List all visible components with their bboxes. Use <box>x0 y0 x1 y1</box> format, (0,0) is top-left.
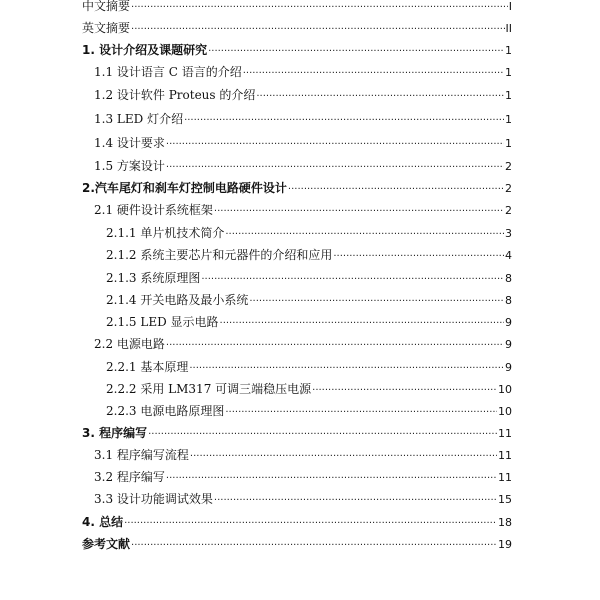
toc-entry-label: 2.2.3 电源电路原理图 <box>106 404 225 418</box>
dot-leader <box>166 137 504 151</box>
dot-leader <box>249 294 504 308</box>
dot-leader <box>166 160 504 174</box>
toc-entry-page: 1 <box>505 89 512 102</box>
dot-leader <box>333 249 504 263</box>
toc-entry-page: 8 <box>505 294 512 307</box>
toc-entry-label: 中文摘要 <box>82 0 131 13</box>
toc-entry-section-2-2-2 <box>106 381 512 397</box>
toc-entry-label: 2.汽车尾灯和刹车灯控制电路硬件设计 <box>82 181 287 195</box>
toc-entry-label: 1.2 设计软件 Proteus 的介绍 <box>94 88 256 102</box>
toc-entry-section-2-2-3 <box>106 403 512 419</box>
toc-entry-page: 18 <box>498 516 512 529</box>
toc-entry-page: 11 <box>498 427 512 440</box>
toc-entry-chinese-abstract <box>82 0 512 14</box>
toc-entry-label: 2.2.2 采用 LM317 可调三端稳压电源 <box>106 382 312 396</box>
toc-entry-page: 1 <box>505 113 512 126</box>
toc-entry-label: 2.2.1 基本原理 <box>106 360 189 374</box>
dot-leader <box>225 405 497 419</box>
dot-leader <box>131 0 508 14</box>
toc-entry-page: 11 <box>498 471 512 484</box>
toc-entry-english-abstract <box>82 20 512 36</box>
dot-leader <box>166 338 504 352</box>
toc-entry-section-2-1 <box>94 202 512 218</box>
toc-entry-page: 2 <box>505 204 512 217</box>
toc-entry-page: 19 <box>498 538 512 551</box>
toc-entry-page: II <box>505 22 512 35</box>
toc-entry-page: 11 <box>498 449 512 462</box>
dot-leader <box>184 113 504 127</box>
toc-entry-page: 9 <box>505 338 512 351</box>
toc-entry-label: 3. 程序编写 <box>82 426 148 440</box>
toc-entry-page: I <box>508 0 512 13</box>
toc-entry-section-2-1-5 <box>106 314 512 330</box>
dot-leader <box>220 316 504 330</box>
toc-entry-page: 1 <box>505 66 512 79</box>
toc-entry-section-2-1-2 <box>106 247 512 263</box>
toc-entry-chapter-3 <box>82 425 512 441</box>
toc-entry-label: 1.1 设计语言 C 语言的介绍 <box>94 65 242 79</box>
toc-entry-page: 4 <box>505 249 512 262</box>
toc-entry-label: 1. 设计介绍及课题研究 <box>82 43 208 57</box>
toc-entry-page: 8 <box>505 272 512 285</box>
dot-leader <box>256 89 504 103</box>
toc-entry-section-3-2 <box>94 469 512 485</box>
toc-entry-label: 2.2 电源电路 <box>94 337 165 351</box>
toc-entry-page: 9 <box>505 316 512 329</box>
toc-entry-page: 1 <box>505 137 512 150</box>
toc-entry-label: 2.1.2 系统主要芯片和元器件的介绍和应用 <box>106 248 333 262</box>
toc-entry-section-3-3 <box>94 491 512 507</box>
dot-leader <box>243 66 504 80</box>
dot-leader <box>208 44 504 58</box>
toc-entry-section-1-4 <box>94 135 512 151</box>
toc-entry-section-1-3 <box>94 111 512 127</box>
toc-entry-label: 2.1.4 开关电路及最小系统 <box>106 293 249 307</box>
dot-leader <box>225 227 504 241</box>
toc-entry-label: 1.4 设计要求 <box>94 136 165 150</box>
dot-leader <box>214 493 497 507</box>
toc-entry-label: 2.1.1 单片机技术简介 <box>106 226 225 240</box>
dot-leader <box>190 449 497 463</box>
toc-entry-label: 3.2 程序编写 <box>94 470 165 484</box>
dot-leader <box>214 204 504 218</box>
toc-entry-section-2-1-1 <box>106 225 512 241</box>
dot-leader <box>131 22 504 36</box>
toc-entry-label: 1.5 方案设计 <box>94 159 165 173</box>
toc-entry-chapter-2 <box>82 180 512 196</box>
toc-entry-section-2-1-4 <box>106 292 512 308</box>
toc-entry-label: 参考文献 <box>82 537 131 551</box>
toc-entry-page: 3 <box>505 227 512 240</box>
toc-entry-label: 1.3 LED 灯介绍 <box>94 112 184 126</box>
toc-entry-page: 9 <box>505 361 512 374</box>
dot-leader <box>124 516 497 530</box>
toc-entry-page: 15 <box>498 493 512 506</box>
toc-entry-label: 2.1.5 LED 显示电路 <box>106 315 219 329</box>
toc-entry-section-2-2-1 <box>106 359 512 375</box>
dot-leader <box>148 427 497 441</box>
toc-entry-section-1-5 <box>94 158 512 174</box>
toc-entry-page: 10 <box>498 383 512 396</box>
toc-entry-chapter-1 <box>82 42 512 58</box>
dot-leader <box>131 538 497 552</box>
toc-entry-section-2-2 <box>94 336 512 352</box>
toc-entry-page: 10 <box>498 405 512 418</box>
dot-leader <box>166 471 497 485</box>
toc-entry-section-1-1 <box>94 64 512 80</box>
dot-leader <box>201 272 504 286</box>
dot-leader <box>189 361 504 375</box>
toc-entry-page: 2 <box>505 160 512 173</box>
toc-entry-label: 2.1 硬件设计系统框架 <box>94 203 213 217</box>
toc-entry-section-3-1 <box>94 447 512 463</box>
dot-leader <box>312 383 497 397</box>
toc-entry-label: 英文摘要 <box>82 21 131 35</box>
toc-entry-references <box>82 536 512 552</box>
toc-entry-page: 2 <box>505 182 512 195</box>
toc-entry-section-2-1-3 <box>106 270 512 286</box>
toc-entry-page: 1 <box>505 44 512 57</box>
toc-entry-label: 4. 总结 <box>82 515 124 529</box>
toc-entry-label: 2.1.3 系统原理图 <box>106 271 201 285</box>
toc-entry-label: 3.1 程序编写流程 <box>94 448 189 462</box>
dot-leader <box>288 182 504 196</box>
toc-entry-label: 3.3 设计功能调试效果 <box>94 492 213 506</box>
toc-entry-section-1-2 <box>94 87 512 103</box>
toc-entry-chapter-4 <box>82 514 512 530</box>
